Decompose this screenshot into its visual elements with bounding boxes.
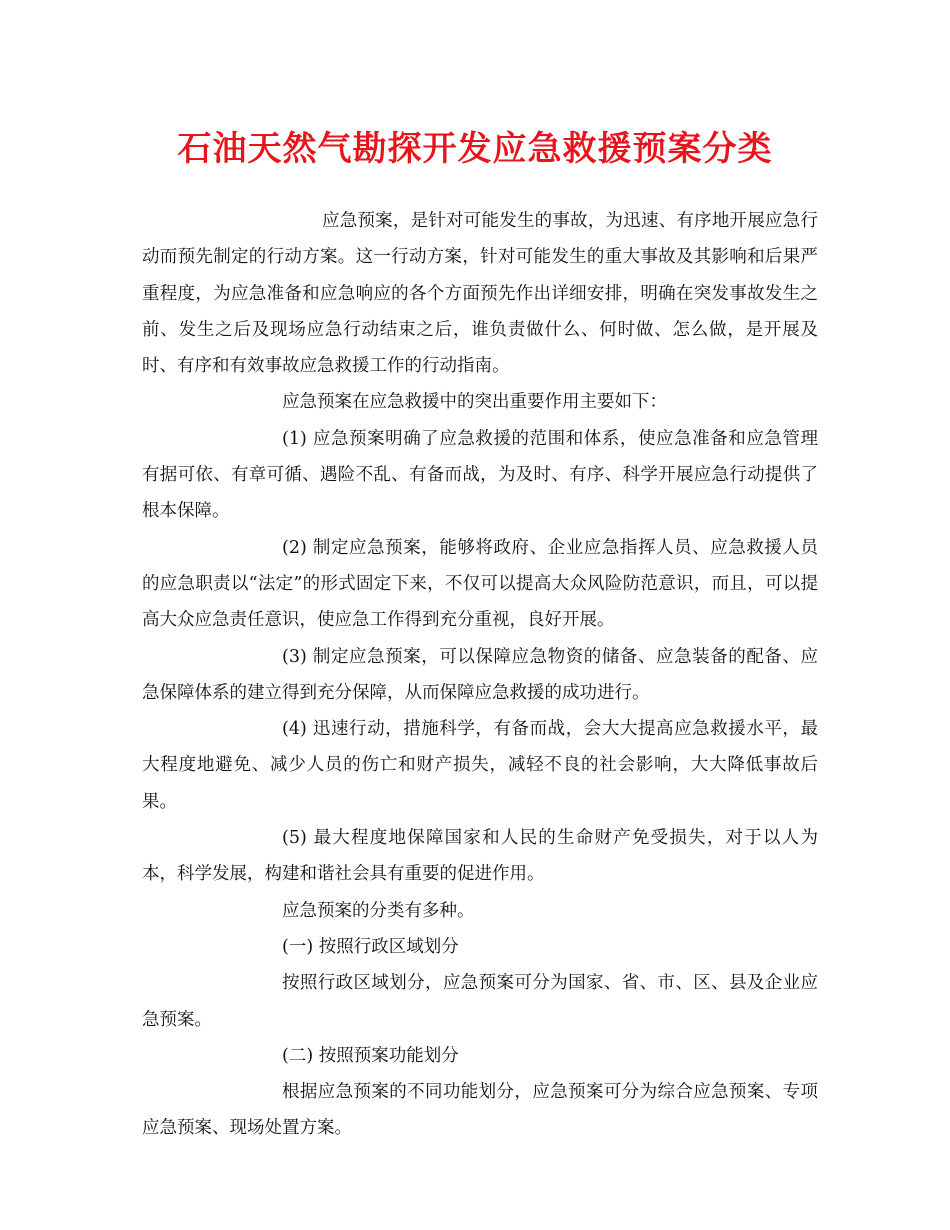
paragraph-intro: 应急预案，是针对可能发生的事故，为迅速、有序地开展应急行动而预先制定的行动方案。这一行动方案，针对可能发生的重大事故及其影响和后果严重程度，为应急准备和应急响应的各个方面预先作出详细安排，明确在突发事故发生之前、发生之后及现场应急行动结束之后，谁负责做什么、何时做、怎么做，是开展及时、有序和有效事故应急救援工作的行动指南。 <box>142 211 818 377</box>
document-title: 石油天然气勘探开发应急救援预案分类 <box>177 129 773 169</box>
paragraph-classification-intro: 应急预案的分类有多种。 <box>282 900 475 921</box>
paragraph-function: 根据应急预案的不同功能划分，应急预案可分为综合应急预案、专项应急预案、现场处置方案。 <box>142 1082 818 1139</box>
document-body <box>142 203 818 1147</box>
paragraph-point-5: (5) 最大程度地保障国家和人民的生命财产免受损失，对于以人为本，科学发展，构建和谐社会具有重要的促进作用。 <box>142 828 818 885</box>
paragraph-point-2: (2) 制定应急预案，能够将政府、企业应急指挥人员、应急救援人员的应急职责以“法定”的形式固定下来，不仅可以提高大众风险防范意识，而且，可以提高大众应急责任意识，使应急工作得到充分重视，良好开展。 <box>142 537 818 631</box>
paragraph-administrative: 按照行政区域划分，应急预案可分为国家、省、市、区、县及企业应急预案。 <box>142 973 818 1030</box>
paragraph-point-4: (4) 迅速行动，措施科学，有备而战，会大大提高应急救援水平，最大程度地避免、减少人员的伤亡和财产损失，减轻不良的社会影响，大大降低事故后果。 <box>142 719 818 812</box>
paragraph-point-3: (3) 制定应急预案，可以保障应急物资的储备、应急装备的配备、应急保障体系的建立得到充分保障，从而保障应急救援的成功进行。 <box>142 646 818 703</box>
paragraph-point-1: (1) 应急预案明确了应急救援的范围和体系，使应急准备和应急管理有据可依、有章可循、遇险不乱、有备而战，为及时、有序、科学开展应急行动提供了根本保障。 <box>142 428 818 522</box>
paragraph-importance-heading: 应急预案在应急救援中的突出重要作用主要如下： <box>282 392 667 413</box>
section-heading-function: (二) 按照预案功能划分 <box>282 1045 459 1066</box>
section-heading-administrative: (一) 按照行政区域划分 <box>282 936 459 957</box>
